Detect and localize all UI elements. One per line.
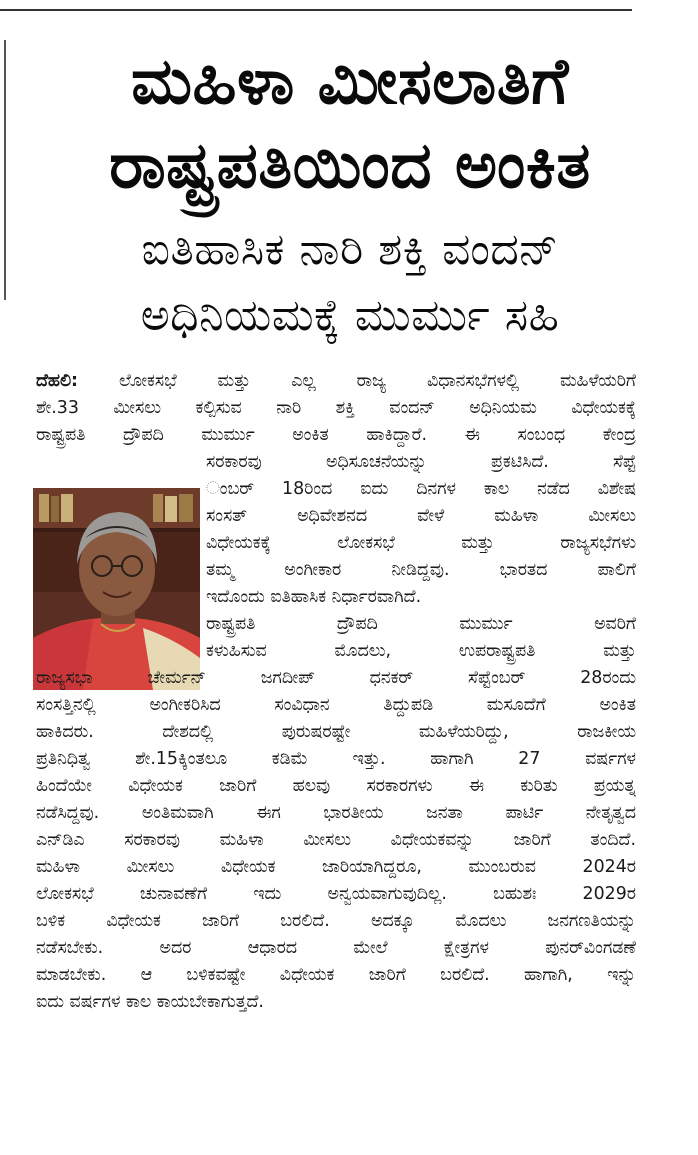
article-line: ರಾಷ್ಟ್ರಪತಿ ದ್ರೌಪದಿ ಮುರ್ಮು ಅವರಿಗೆ — [206, 614, 636, 634]
article-line: ಕಳುಹಿಸುವ ಮೊದಲು, ಉಪರಾಷ್ಟ್ರಪತಿ ಮತ್ತು — [206, 641, 636, 661]
article-line: ಸಂಸತ್ ಅಧಿವೇಶನದ ವೇಳೆ ಮಹಿಳಾ ಮೀಸಲು — [206, 506, 636, 526]
article-line: ಲೋಕಸಭೆ ಚುನಾವಣೆಗೆ ಇದು ಅನ್ವಯವಾಗುವುದಿಲ್ಲ. ಬಹುಶಃ 2029ರ — [36, 884, 636, 904]
article-line: ರಾಜ್ಯಸಭಾ ಚೇರ್ಮನ್ ಜಗದೀಪ್ ಧನಕರ್ ಸೆಪ್ಟೆಂಬರ್ 28ರಂದು — [36, 668, 636, 688]
article-line: ತಮ್ಮ ಅಂಗೀಕಾರ ನೀಡಿದ್ದವು. ಭಾರತದ ಪಾಲಿಗೆ — [206, 560, 636, 580]
article-line: ಹಾಕಿದರು. ದೇಶದಲ್ಲಿ ಪುರುಷರಷ್ಟೇ ಮಹಿಳೆಯರಿದ್ದು, ರಾಜಕೀಯ — [36, 722, 636, 742]
article-line: ಬಳಿಕ ವಿಧೇಯಕ ಜಾರಿಗೆ ಬರಲಿದೆ. ಅದಕ್ಕೂ ಮೊದಲು ಜನಗಣತಿಯನ್ನು — [36, 911, 636, 931]
article-line: ಮಹಿಳಾ ಮೀಸಲು ವಿಧೇಯಕ ಜಾರಿಯಾಗಿದ್ದರೂ, ಮುಂಬರುವ 2024ರ — [36, 857, 636, 877]
article-line: ನಡೆಸಬೇಕು. ಅದರ ಆಧಾರದ ಮೇಲೆ ಕ್ಷೇತ್ರಗಳ ಪುನರ್‌ವಿಂಗಡಣೆ — [36, 938, 636, 958]
headline-line-2: ರಾಷ್ಟ್ರಪತಿಯಿಂದ ಅಂಕಿತ — [109, 129, 591, 203]
subheadline-line-2: ಅಧಿನಿಯಮಕ್ಕೆ ಮುರ್ಮು ಸಹಿ — [140, 290, 560, 341]
article-line: ವಿಧೇಯಕಕ್ಕೆ ಲೋಕಸಭೆ ಮತ್ತು ರಾಜ್ಯಸಭೆಗಳು — [206, 533, 636, 553]
article-line: ರಾಷ್ಟ್ರಪತಿ ದ್ರೌಪದಿ ಮುರ್ಮು ಅಂಕಿತ ಹಾಕಿದ್ದಾರೆ. ಈ ಸಂಬಂಧ ಕೇಂದ್ರ — [36, 425, 636, 445]
article-line: ಹಿಂದೆಯೇ ವಿಧೇಯಕ ಜಾರಿಗೆ ಹಲವು ಸರಕಾರಗಳು ಈ ಕುರಿತು ಪ್ರಯತ್ನ — [36, 776, 636, 796]
headline-line-1: ಮಹಿಳಾ ಮೀಸಲಾತಿಗೆ — [131, 45, 569, 119]
article-line: ಎನ್‌ಡಿಎ ಸರಕಾರವು ಮಹಿಳಾ ಮೀಸಲು ವಿಧೇಯಕವನ್ನು ಜಾರಿಗೆ ತಂದಿದೆ. — [36, 830, 636, 850]
article-line — [36, 368, 636, 395]
article-line: ನಡೆಸಿದ್ದವು. ಅಂತಿಮವಾಗಿ ಈಗ ಭಾರತೀಯ ಜನತಾ ಪಾರ್ಟಿ ನೇತೃತ್ವದ — [36, 803, 636, 823]
article-line: ಸಂಸತ್ತಿನಲ್ಲಿ ಅಂಗೀಕರಿಸಿದ ಸಂವಿಧಾನ ತಿದ್ದುಪಡಿ ಮಸೂದೆಗೆ ಅಂಕಿತ — [36, 695, 636, 715]
article-line-text: ಲೋಕಸಭೆ ಮತ್ತು ಎಲ್ಲ ರಾಜ್ಯ ವಿಧಾನಸಭೆಗಳಲ್ಲಿ ಮಹಿಳೆಯರಿಗೆ — [118, 371, 636, 391]
article-line: ಮಾಡಬೇಕು. ಆ ಬಳಿಕವಷ್ಟೇ ವಿಧೇಯಕ ಜಾರಿಗೆ ಬರಲಿದೆ. ಹಾಗಾಗಿ, ಇನ್ನು — [36, 965, 636, 985]
subheadline-line-1: ಐತಿಹಾಸಿಕ ನಾರಿ ಶಕ್ತಿ ವಂದನ್ — [141, 224, 559, 275]
article-line: ಪ್ರತಿನಿಧಿತ್ವ ಶೇ.15ಕ್ಕಿಂತಲೂ ಕಡಿಮೆ ಇತ್ತು. ಹಾಗಾಗಿ 27 ವರ್ಷಗಳ — [36, 749, 636, 769]
article-body — [36, 368, 636, 1016]
dateline: ದೆಹಲಿ: — [36, 371, 79, 391]
article-line: ಶೇ.33 ಮೀಸಲು ಕಲ್ಪಿಸುವ ನಾರಿ ಶಕ್ತಿ ವಂದನ್ ಅಧಿನಿಯಮ ವಿಧೇಯಕಕ್ಕೆ — [36, 398, 636, 418]
top-rule — [0, 9, 632, 11]
article-line: ಸರಕಾರವು ಅಧಿಸೂಚನೆಯನ್ನು ಪ್ರಕಟಿಸಿದೆ. ಸೆಪ್ಟೆ — [206, 452, 636, 472]
article-line: ಇದೊಂದು ಐತಿಹಾಸಿಕ ನಿರ್ಧಾರವಾಗಿದೆ. — [206, 587, 422, 607]
article-line: ಂಬರ್ 18ರಿಂದ ಐದು ದಿನಗಳ ಕಾಲ ನಡೆದ ವಿಶೇಷ — [206, 479, 636, 499]
column-rule — [4, 40, 6, 300]
article-line: ಐದು ವರ್ಷಗಳ ಕಾಲ ಕಾಯಬೇಕಾಗುತ್ತದೆ. — [36, 992, 264, 1012]
